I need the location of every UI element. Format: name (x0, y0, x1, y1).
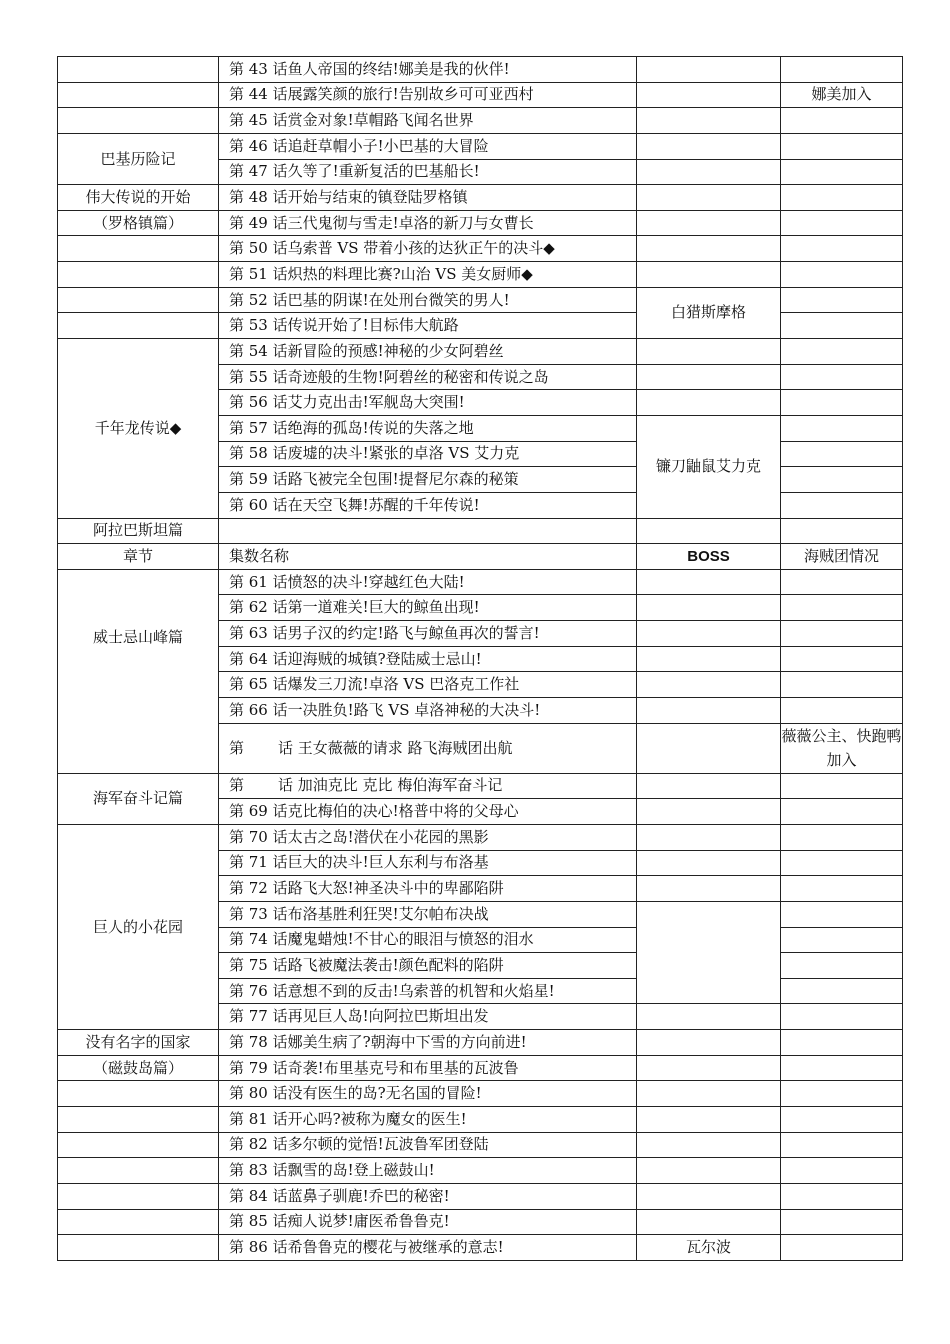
crew-cell (781, 773, 903, 799)
table-row (58, 108, 903, 134)
boss-cell (637, 646, 781, 672)
episode-title: 话 王女薇薇的请求 路飞海贼团出航 (278, 738, 513, 757)
boss-cell (637, 133, 781, 159)
crew-cell: 薇薇公主、快跑鸭加入 (781, 723, 903, 773)
boss-cell: 白猎斯摩格 (637, 287, 781, 338)
boss-cell (637, 1132, 781, 1158)
episode-cell: 第 85 话痴人说梦!庸医希鲁鲁克! (219, 1209, 637, 1235)
crew-cell (781, 1081, 903, 1107)
boss-cell (637, 672, 781, 698)
episode-cell: 第 61 话愤怒的决斗!穿越红色大陆! (219, 569, 637, 595)
chapter-cell (58, 1235, 219, 1261)
boss-cell (637, 1030, 781, 1056)
crew-cell (781, 1209, 903, 1235)
boss-cell (637, 901, 781, 1004)
boss-cell (637, 569, 781, 595)
crew-cell (781, 339, 903, 365)
crew-cell (781, 672, 903, 698)
episode-cell: 第 72 话路飞大怒!神圣决斗中的卑鄙陷阱 (219, 876, 637, 902)
table-row (58, 1030, 903, 1056)
crew-cell (781, 108, 903, 134)
boss-cell (637, 799, 781, 825)
boss-cell (637, 824, 781, 850)
crew-cell (781, 159, 903, 185)
boss-cell (637, 159, 781, 185)
table-row (58, 185, 903, 211)
crew-cell (781, 236, 903, 262)
table-row (58, 1132, 903, 1158)
boss-cell: 瓦尔波 (637, 1235, 781, 1261)
crew-cell (781, 569, 903, 595)
episode-cell: 第 65 话爆发三刀流!卓洛 VS 巴洛克工作社 (219, 672, 637, 698)
chapter-cell: （磁鼓岛篇） (58, 1055, 219, 1081)
boss-cell (637, 1055, 781, 1081)
episode-cell: 第 53 话传说开始了!目标伟大航路 (219, 313, 637, 339)
crew-cell (781, 467, 903, 493)
episode-cell: 第 75 话路飞被魔法袭击!颜色配料的陷阱 (219, 953, 637, 979)
episode-cell: 第 63 话男子汉的约定!路飞与鲸鱼再次的誓言! (219, 621, 637, 647)
chapter-cell: 威士忌山峰篇 (58, 569, 219, 773)
boss-cell (637, 108, 781, 134)
chapter-cell: 没有名字的国家 (58, 1030, 219, 1056)
boss-cell (637, 210, 781, 236)
chapter-cell (58, 1209, 219, 1235)
episode-cell: 第 76 话意想不到的反击!乌索普的机智和火焰星! (219, 978, 637, 1004)
episode-cell: 第 59 话路飞被完全包围!提督尼尔森的秘策 (219, 467, 637, 493)
crew-cell: 娜美加入 (781, 82, 903, 108)
chapter-cell (58, 262, 219, 288)
episode-cell: 第 62 话第一道难关!巨大的鲸鱼出现! (219, 595, 637, 621)
episode-cell (219, 723, 637, 773)
episode-cell: 第 82 话多尔顿的觉悟!瓦波鲁军团登陆 (219, 1132, 637, 1158)
chapter-cell (58, 236, 219, 262)
episode-cell: 第 81 话开心吗?被称为魔女的医生! (219, 1106, 637, 1132)
crew-cell (781, 133, 903, 159)
header-crew: 海贼团情况 (781, 544, 903, 570)
episode-cell (219, 773, 637, 799)
crew-cell (781, 313, 903, 339)
crew-cell (781, 441, 903, 467)
episode-cell: 第 77 话再见巨人岛!向阿拉巴斯坦出发 (219, 1004, 637, 1030)
episode-cell: 第 86 话希鲁鲁克的樱花与被继承的意志! (219, 1235, 637, 1261)
boss-cell (637, 57, 781, 83)
episode-prefix: 第 (229, 776, 245, 795)
crew-cell (781, 824, 903, 850)
episode-cell: 第 55 话奇迹般的生物!阿碧丝的秘密和传说之岛 (219, 364, 637, 390)
episode-cell: 第 54 话新冒险的预感!神秘的少女阿碧丝 (219, 339, 637, 365)
table-row (58, 1055, 903, 1081)
episode-cell: 第 74 话魔鬼蜡烛!不甘心的眼泪与愤怒的泪水 (219, 927, 637, 953)
crew-cell (781, 415, 903, 441)
episode-cell: 第 69 话克比梅伯的决心!格普中将的父母心 (219, 799, 637, 825)
boss-cell (637, 723, 781, 773)
chapter-cell (58, 287, 219, 313)
table-row (58, 1106, 903, 1132)
chapter-cell (58, 1132, 219, 1158)
boss-cell (637, 1209, 781, 1235)
chapter-cell: 阿拉巴斯坦篇 (58, 518, 219, 544)
boss-cell (637, 1158, 781, 1184)
table-row (58, 773, 903, 799)
crew-cell (781, 595, 903, 621)
chapter-cell (58, 313, 219, 339)
boss-cell (637, 595, 781, 621)
crew-cell (781, 1235, 903, 1261)
boss-cell (637, 82, 781, 108)
episode-cell (219, 518, 637, 544)
table-header-row (58, 544, 903, 570)
episode-cell: 第 79 话奇袭!布里基克号和布里基的瓦波鲁 (219, 1055, 637, 1081)
table-row (58, 57, 903, 83)
boss-cell (637, 390, 781, 416)
chapter-cell (58, 108, 219, 134)
boss-cell (637, 518, 781, 544)
episode-cell: 第 52 话巴基的阴谋!在处刑台微笑的男人! (219, 287, 637, 313)
boss-cell (637, 621, 781, 647)
episode-cell: 第 78 话娜美生病了?朝海中下雪的方向前进! (219, 1030, 637, 1056)
crew-cell (781, 1030, 903, 1056)
table-row (58, 133, 903, 159)
chapter-cell: 千年龙传说◆ (58, 339, 219, 518)
table-row (58, 1183, 903, 1209)
crew-cell (781, 621, 903, 647)
episode-cell: 第 46 话追赶草帽小子!小巴基的大冒险 (219, 133, 637, 159)
episode-prefix: 第 (229, 738, 245, 757)
boss-cell (637, 236, 781, 262)
episode-cell: 第 48 话开始与结束的镇登陆罗格镇 (219, 185, 637, 211)
table-row (58, 1209, 903, 1235)
boss-cell (637, 1106, 781, 1132)
crew-cell (781, 978, 903, 1004)
crew-cell (781, 1158, 903, 1184)
crew-cell (781, 698, 903, 724)
chapter-cell: 海军奋斗记篇 (58, 773, 219, 824)
chapter-cell (58, 1081, 219, 1107)
table-row (58, 1235, 903, 1261)
chapter-cell: 巴基历险记 (58, 133, 219, 184)
episode-cell: 第 84 话蓝鼻子驯鹿!乔巴的秘密! (219, 1183, 637, 1209)
episode-cell: 第 49 话三代鬼彻与雪走!卓洛的新刀与女曹长 (219, 210, 637, 236)
boss-cell (637, 698, 781, 724)
boss-cell (637, 1004, 781, 1030)
boss-cell: 镰刀鼬鼠艾力克 (637, 415, 781, 518)
table-row (58, 236, 903, 262)
episode-cell: 第 83 话飘雪的岛!登上磁鼓山! (219, 1158, 637, 1184)
boss-cell (637, 850, 781, 876)
chapter-cell (58, 82, 219, 108)
crew-cell (781, 876, 903, 902)
episode-cell: 第 64 话迎海贼的城镇?登陆威士忌山! (219, 646, 637, 672)
chapter-cell (58, 57, 219, 83)
episode-cell: 第 80 话没有医生的岛?无名国的冒险! (219, 1081, 637, 1107)
chapter-cell (58, 1183, 219, 1209)
crew-cell (781, 185, 903, 211)
episode-cell: 第 50 话乌索普 VS 带着小孩的达狄正午的决斗◆ (219, 236, 637, 262)
header-episode: 集数名称 (219, 544, 637, 570)
episode-cell: 第 57 话绝海的孤岛!传说的失落之地 (219, 415, 637, 441)
episode-cell: 第 47 话久等了!重新复活的巴基船长! (219, 159, 637, 185)
boss-cell (637, 262, 781, 288)
chapter-cell (58, 1106, 219, 1132)
boss-cell (637, 1183, 781, 1209)
crew-cell (781, 1106, 903, 1132)
episode-title: 话 加油克比 克比 梅伯海军奋斗记 (278, 776, 503, 795)
table-row (58, 824, 903, 850)
crew-cell (781, 953, 903, 979)
episode-cell: 第 70 话太古之岛!潜伏在小花园的黑影 (219, 824, 637, 850)
boss-cell (637, 1081, 781, 1107)
crew-cell (781, 287, 903, 313)
table-row (58, 82, 903, 108)
table-row (58, 569, 903, 595)
episode-cell: 第 73 话布洛基胜利狂哭!艾尔帕布决战 (219, 901, 637, 927)
crew-cell (781, 262, 903, 288)
table-row (58, 287, 903, 313)
episode-cell: 第 58 话废墟的决斗!紧张的卓洛 VS 艾力克 (219, 441, 637, 467)
episode-cell: 第 60 话在天空飞舞!苏醒的千年传说! (219, 492, 637, 518)
boss-cell (637, 773, 781, 799)
boss-cell (637, 876, 781, 902)
table-row (58, 1081, 903, 1107)
crew-cell (781, 901, 903, 927)
episode-cell: 第 45 话赏金对象!草帽路飞闻名世界 (219, 108, 637, 134)
header-boss: BOSS (637, 544, 781, 570)
boss-cell (637, 185, 781, 211)
table-row (58, 518, 903, 544)
chapter-cell: （罗格镇篇） (58, 210, 219, 236)
crew-cell (781, 364, 903, 390)
boss-cell (637, 364, 781, 390)
episode-cell: 第 44 话展露笑颜的旅行!告别故乡可可亚西村 (219, 82, 637, 108)
crew-cell (781, 850, 903, 876)
crew-cell (781, 1004, 903, 1030)
table-row (58, 262, 903, 288)
crew-cell (781, 390, 903, 416)
crew-cell (781, 518, 903, 544)
episode-cell: 第 51 话炽热的料理比赛?山治 VS 美女厨师◆ (219, 262, 637, 288)
table-row (58, 339, 903, 365)
episode-cell: 第 56 话艾力克出击!军舰岛大突围! (219, 390, 637, 416)
crew-cell (781, 799, 903, 825)
crew-cell (781, 57, 903, 83)
boss-cell (637, 339, 781, 365)
episode-table (57, 56, 903, 1261)
episode-cell: 第 43 话鱼人帝国的终结!娜美是我的伙伴! (219, 57, 637, 83)
header-chapter: 章节 (58, 544, 219, 570)
table-row (58, 210, 903, 236)
chapter-cell: 伟大传说的开始 (58, 185, 219, 211)
crew-cell (781, 927, 903, 953)
crew-cell (781, 646, 903, 672)
crew-cell (781, 210, 903, 236)
crew-cell (781, 492, 903, 518)
crew-cell (781, 1055, 903, 1081)
episode-cell: 第 71 话巨大的决斗!巨人东利与布洛基 (219, 850, 637, 876)
crew-cell (781, 1183, 903, 1209)
table-row (58, 1158, 903, 1184)
chapter-cell: 巨人的小花园 (58, 824, 219, 1029)
crew-cell (781, 1132, 903, 1158)
episode-cell: 第 66 话一决胜负!路飞 VS 卓洛神秘的大决斗! (219, 698, 637, 724)
chapter-cell (58, 1158, 219, 1184)
